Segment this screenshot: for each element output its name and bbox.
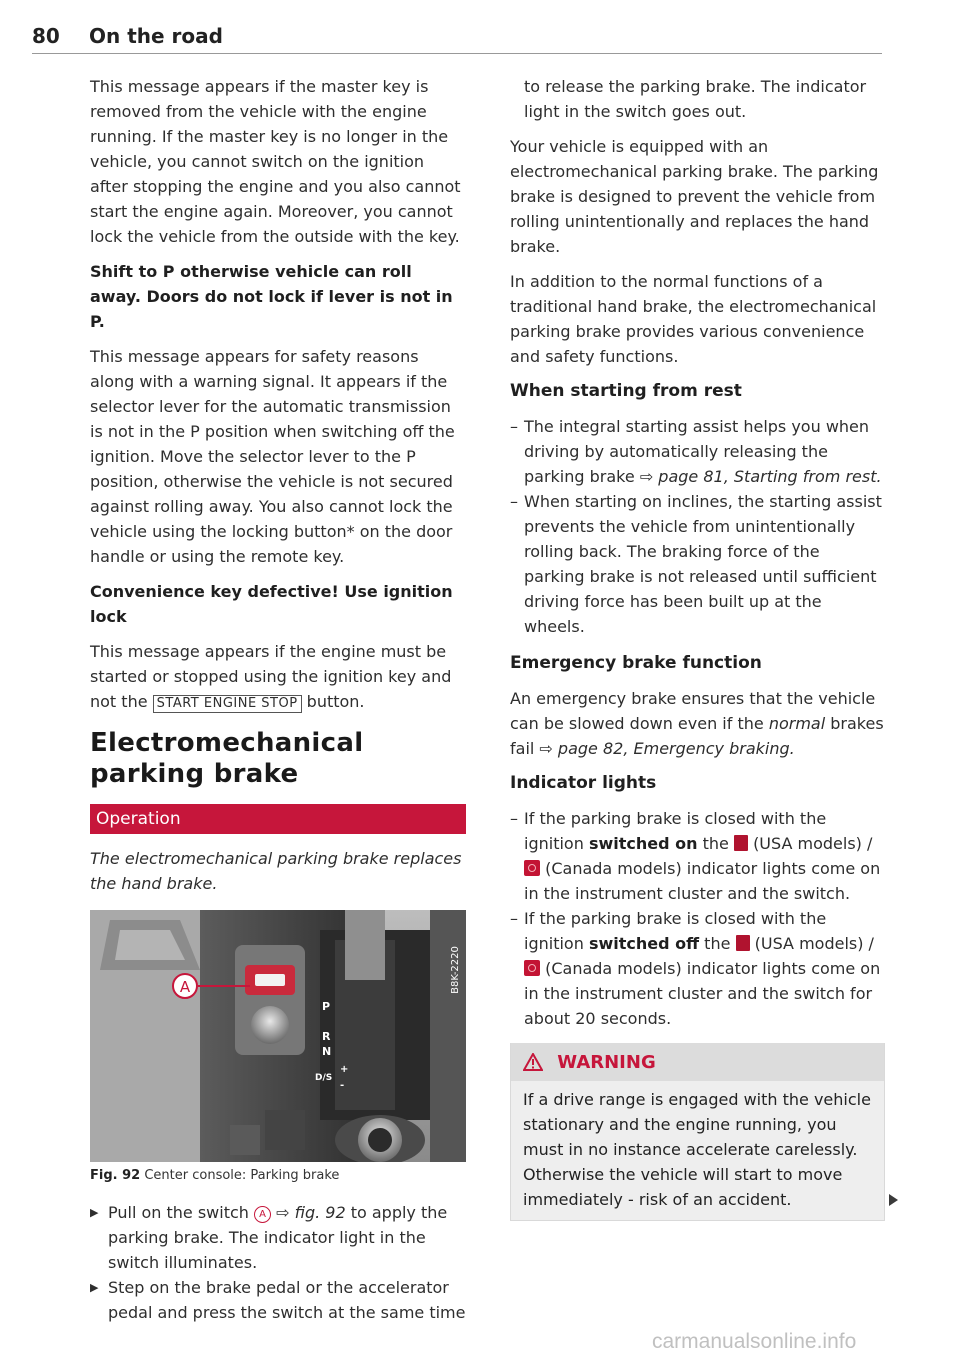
header-divider bbox=[32, 53, 882, 54]
dash-bullet: – bbox=[510, 809, 518, 828]
page-number: 80 bbox=[32, 24, 60, 48]
ind1-the: the bbox=[702, 834, 729, 853]
warning-box bbox=[510, 1043, 885, 1221]
warning-title: WARNING bbox=[557, 1052, 656, 1073]
section-intro: The electromechanical parking brake replaces the hand brake. bbox=[90, 849, 462, 893]
figure-reference-link[interactable]: ⇨ fig. 92 bbox=[276, 1203, 346, 1222]
step-apply bbox=[90, 1200, 466, 1275]
gear-label-plus: + bbox=[340, 1064, 349, 1075]
page-reference-link[interactable]: ⇨ page 82, Emergency braking. bbox=[539, 739, 795, 758]
center-console-illustration bbox=[90, 910, 466, 1162]
emergency-text: An emergency brake ensures that the vehicle can be slowed down even if the bbox=[510, 689, 876, 733]
emergency-text-end: brakes fail bbox=[510, 714, 884, 758]
operation-steps bbox=[90, 1200, 466, 1325]
left-column bbox=[90, 74, 466, 1325]
warning-triangle-icon bbox=[523, 1053, 543, 1071]
callout-a-label: A bbox=[179, 978, 191, 996]
paragraph-functions: In addition to the normal functions of a traditional hand brake, the electromechanical parking brake provides various convenience and safety functions. bbox=[510, 272, 877, 366]
section-title: Electromechanical parking brake bbox=[90, 728, 364, 789]
step-release bbox=[90, 1275, 466, 1325]
message-heading-convenience-key: Convenience key defective! Use ignition lock bbox=[90, 582, 453, 626]
figure-center-console bbox=[90, 910, 466, 1162]
gear-label-minus: - bbox=[340, 1080, 345, 1091]
heading-emergency-brake: Emergency brake function bbox=[510, 653, 762, 673]
running-header: On the road bbox=[89, 24, 223, 48]
paragraph-convenience-key bbox=[90, 639, 466, 714]
list-item bbox=[510, 489, 885, 639]
gear-label-ds: D/S bbox=[315, 1073, 333, 1083]
ind1-text: If the parking brake is closed with the ignition bbox=[524, 809, 827, 853]
start-item-text: The integral starting assist helps you when driving by automatically releasing the parking brake bbox=[524, 417, 870, 486]
ind1-canada: (Canada models) indicator lights come on in the instrument cluster and the switch. bbox=[524, 859, 881, 903]
ind2-canada: (Canada models) indicator lights come on in the instrument cluster and the switch for about 20 seconds. bbox=[524, 959, 881, 1028]
dash-bullet: – bbox=[510, 909, 518, 928]
ind2-bold: switched off bbox=[588, 934, 700, 953]
figure-code: B8K-2220 bbox=[450, 946, 461, 994]
emergency-normal: normal bbox=[768, 714, 826, 733]
p3-text-end: button. bbox=[306, 692, 365, 711]
dash-bullet: – bbox=[510, 417, 518, 436]
indicator-list bbox=[510, 806, 885, 1031]
ind2-the: the bbox=[704, 934, 731, 953]
paragraph-equipped: Your vehicle is equipped with an electromechanical parking brake. The parking brake is designed to prevent the vehicle from rolling unintentionally and replaces the hand brake. bbox=[510, 137, 879, 256]
paragraph-emergency bbox=[510, 686, 885, 761]
warning-text: If a drive range is engaged with the vehicle stationary and the engine running, you must in no instance accelerate carelessly. Otherwise the vehicle will start to move immediately - risk of an accident. bbox=[523, 1090, 871, 1209]
list-item bbox=[510, 806, 885, 906]
operation-bar: Operation bbox=[90, 804, 466, 834]
gear-label-n: N bbox=[322, 1045, 332, 1058]
park-brake-canada-indicator-icon bbox=[524, 960, 540, 976]
warning-header bbox=[511, 1043, 884, 1081]
page-reference-link[interactable]: ⇨ page 81, Starting from rest. bbox=[639, 467, 882, 486]
callout-a-inline: A bbox=[254, 1206, 271, 1223]
gear-label-p: P bbox=[322, 1000, 331, 1013]
ind2-text: If the parking brake is closed with the ignition bbox=[524, 909, 827, 953]
list-item bbox=[510, 906, 885, 1031]
figure-caption bbox=[90, 1166, 466, 1186]
p3-text: This message appears if the engine must be started or stopped using the ignition key and not the bbox=[90, 642, 452, 711]
step2-text: Step on the brake pedal or the accelerator pedal and press the switch at the same time bbox=[108, 1278, 466, 1322]
start-engine-stop-key: START ENGINE STOP bbox=[153, 695, 302, 713]
list-item bbox=[510, 414, 885, 489]
ind1-usa: (USA models) / bbox=[753, 834, 873, 853]
gear-label-r: R bbox=[322, 1030, 331, 1043]
right-column bbox=[510, 74, 885, 1221]
paragraph-shift-to-p: This message appears for safety reasons along with a warning signal. It appears if the selector lever for the automatic transmission is not in the P position when switching off the ignition. Move the selector lever to the P position, otherwise the vehicle is not secured against rolling away. You also cannot lock the vehicle using the locking button* on the door handle or using the remote key. bbox=[90, 347, 455, 566]
start-item-text: When starting on inclines, the starting assist prevents the vehicle from unintentionally rolling back. The braking force of the parking brake is not released until sufficient driving force has been built up at the wheels. bbox=[524, 492, 882, 636]
heading-starting-from-rest: When starting from rest bbox=[510, 381, 742, 401]
park-brake-usa-indicator-icon bbox=[734, 835, 748, 851]
watermark: carmanualsonline.info bbox=[652, 1330, 857, 1353]
ind2-usa: (USA models) / bbox=[754, 934, 874, 953]
message-heading-shift-to-p: Shift to P otherwise vehicle can roll away. Doors do not lock if lever is not in P. bbox=[90, 262, 453, 331]
ind1-bold: switched on bbox=[588, 834, 698, 853]
step1-text: Pull on the switch bbox=[108, 1203, 249, 1222]
arrow-bullet-icon: ▶ bbox=[90, 1206, 99, 1219]
step1-text-end: to apply the parking brake. The indicator light in the switch illuminates. bbox=[108, 1203, 448, 1272]
figure-number: Fig. 92 bbox=[90, 1168, 141, 1183]
continue-arrow-icon bbox=[889, 1194, 898, 1206]
starting-list bbox=[510, 414, 885, 639]
park-brake-canada-indicator-icon bbox=[524, 860, 540, 876]
dash-bullet: – bbox=[510, 492, 518, 511]
paragraph-master-key: This message appears if the master key is removed from the vehicle with the engine running. If the master key is no longer in the vehicle, you cannot switch on the ignition after stopping the engine and you also cannot start the engine again. Moreover, you cannot lock the vehicle from the outside with the key. bbox=[90, 77, 461, 246]
heading-indicator-lights: Indicator lights bbox=[510, 773, 657, 793]
arrow-bullet-icon: ▶ bbox=[90, 1281, 99, 1294]
step-release-continued: to release the parking brake. The indicator light in the switch goes out. bbox=[524, 77, 867, 121]
figure-caption-text: Center console: Parking brake bbox=[144, 1168, 340, 1183]
park-brake-usa-indicator-icon bbox=[736, 935, 750, 951]
